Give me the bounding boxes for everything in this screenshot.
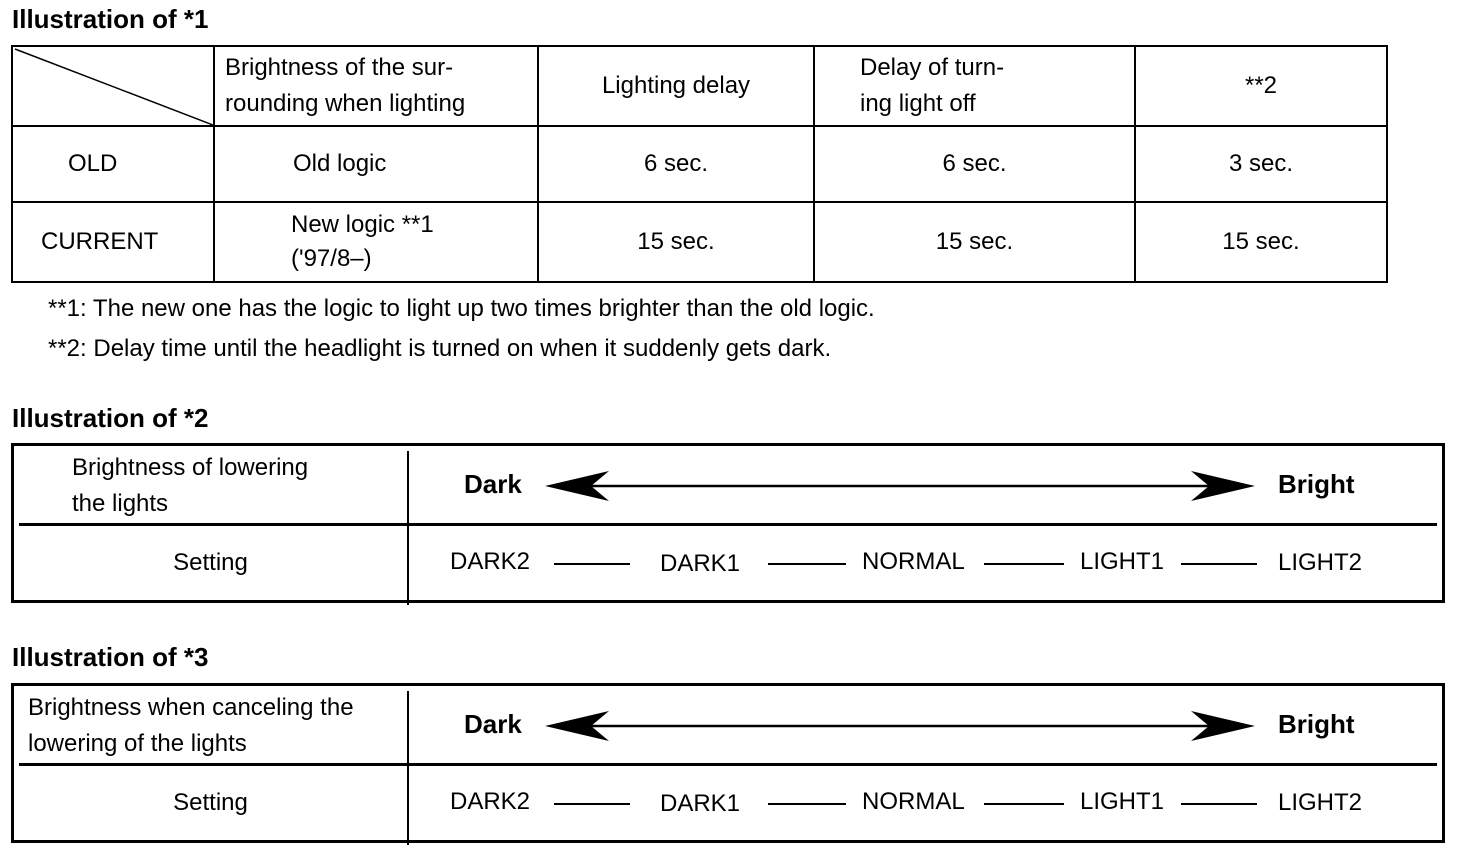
double-arrow-icon: [539, 708, 1259, 744]
level-dark2: DARK2: [450, 788, 531, 815]
section3-heading: Illustration of *3: [12, 642, 209, 672]
table-row: [12, 126, 1387, 202]
delay-table: [11, 45, 1388, 283]
header-dark-delay: **2: [1135, 46, 1387, 126]
connector-line: [554, 563, 630, 565]
footnote-1: **1: The new one has the logic to light up two times brighter than the old logic.: [48, 295, 875, 322]
table-row: [12, 202, 1387, 282]
setting-label: Setting: [173, 789, 248, 816]
header-delay-off: Delay of turn- ing light off: [814, 46, 1135, 126]
level-dark1: DARK1: [660, 790, 741, 817]
header-brightness: Brightness of the sur- rounding when lighting: [214, 46, 538, 126]
dark-label: Dark: [464, 469, 522, 499]
level-light1: LIGHT1: [1080, 548, 1165, 575]
dark-label: Dark: [464, 709, 522, 739]
connector-line: [768, 563, 846, 565]
connector-line: [1181, 563, 1257, 565]
level-light2: LIGHT2: [1278, 549, 1363, 576]
row-label: CURRENT: [12, 202, 214, 282]
lighting-delay-cell: 6 sec.: [538, 126, 814, 202]
header-lighting-delay: Lighting delay: [538, 46, 814, 126]
level-light2: LIGHT2: [1278, 789, 1363, 816]
logic-cell: Old logic: [214, 126, 538, 202]
connector-line: [768, 803, 846, 805]
section1-heading: Illustration of *1: [12, 4, 209, 34]
divider: [19, 763, 1437, 766]
divider: [407, 451, 409, 605]
cancel-brightness-scale: [11, 683, 1445, 843]
section2-heading: Illustration of *2: [12, 403, 209, 433]
setting-label: Setting: [173, 549, 248, 576]
level-normal: NORMAL: [862, 548, 965, 575]
off-delay-cell: 6 sec.: [814, 126, 1135, 202]
connector-line: [984, 803, 1064, 805]
connector-line: [984, 563, 1064, 565]
divider: [407, 691, 409, 845]
diagonal-corner-cell: [12, 46, 214, 126]
double-arrow-icon: [539, 468, 1259, 504]
logic-cell: New logic **1 ('97/8–): [214, 202, 538, 282]
lowering-brightness-scale: [11, 443, 1445, 603]
footnote-2: **2: Delay time until the headlight is turned on when it suddenly gets dark.: [48, 335, 832, 362]
bright-label: Bright: [1278, 469, 1355, 499]
connector-line: [554, 803, 630, 805]
divider: [19, 523, 1437, 526]
level-dark2: DARK2: [450, 548, 531, 575]
bright-label: Bright: [1278, 709, 1355, 739]
lighting-delay-cell: 15 sec.: [538, 202, 814, 282]
level-dark1: DARK1: [660, 550, 741, 577]
scale-label: Brightness of lowering the lights: [72, 454, 309, 517]
level-light1: LIGHT1: [1080, 788, 1165, 815]
scale-label: Brightness when canceling the lowering of the lights: [28, 694, 354, 757]
diagonal-line-icon: [13, 47, 213, 125]
dark-delay-cell: 15 sec.: [1135, 202, 1387, 282]
off-delay-cell: 15 sec.: [814, 202, 1135, 282]
level-normal: NORMAL: [862, 788, 965, 815]
row-label: OLD: [12, 126, 214, 202]
dark-delay-cell: 3 sec.: [1135, 126, 1387, 202]
connector-line: [1181, 803, 1257, 805]
